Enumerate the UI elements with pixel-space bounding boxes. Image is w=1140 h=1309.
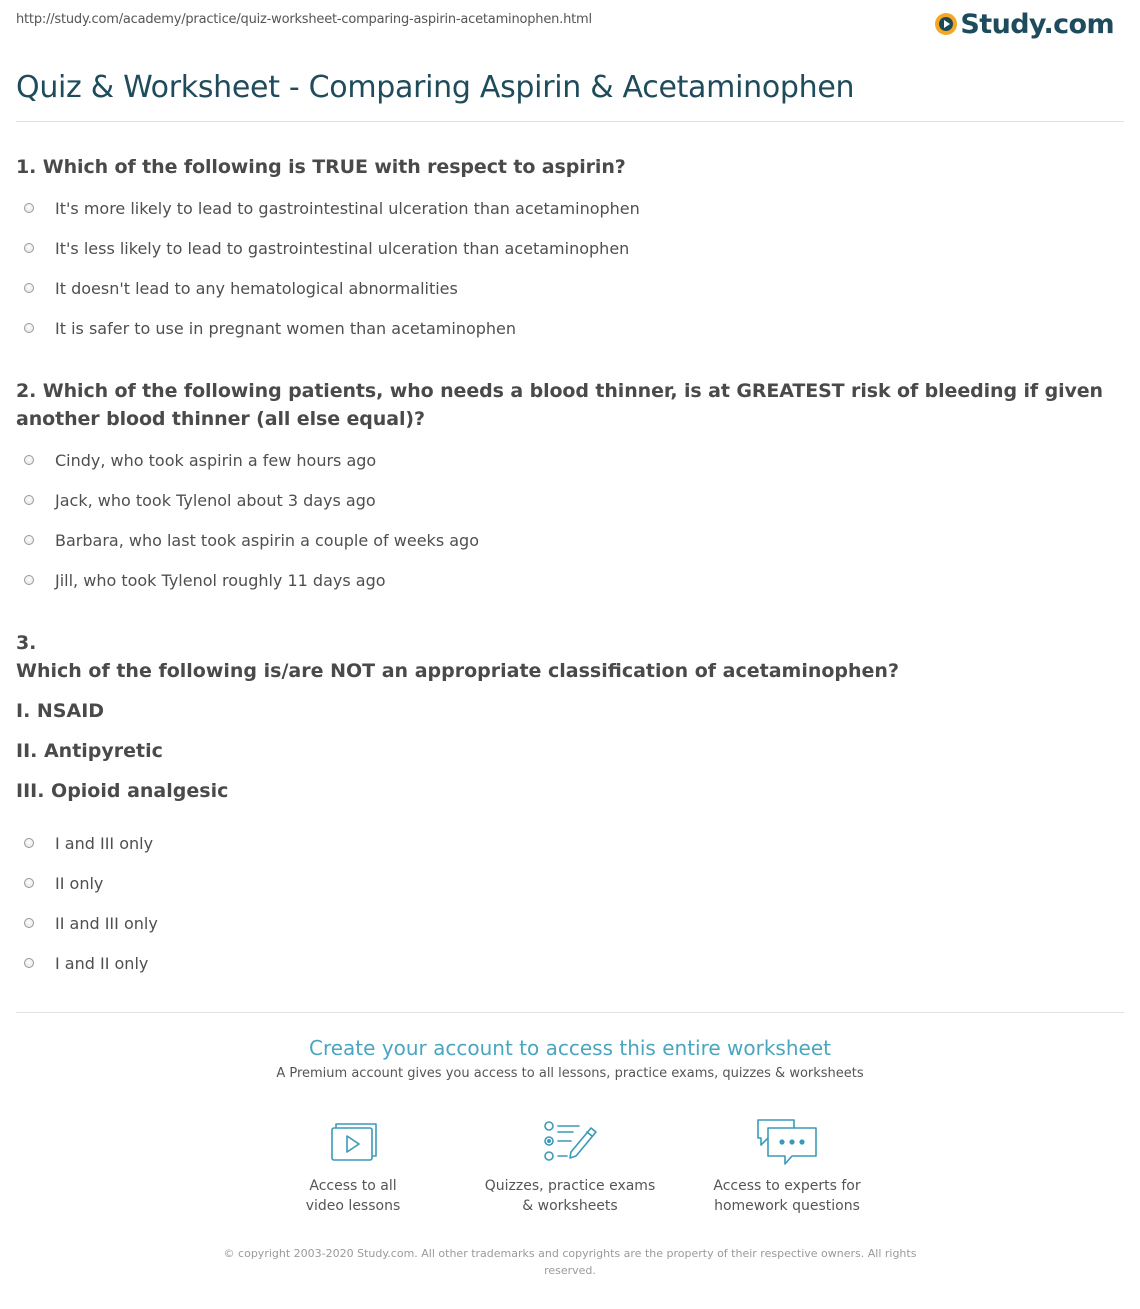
- premium-cta: [0, 1036, 1140, 1081]
- play-logo-icon: [935, 13, 957, 35]
- question-2-answers: [16, 440, 1116, 600]
- radio-button-icon[interactable]: [24, 575, 34, 585]
- question-1-text: 1. Which of the following is TRUE with respect to aspirin?: [16, 156, 626, 178]
- study-logo[interactable]: [935, 6, 1114, 42]
- question-3-statement: III. Opioid analgesic: [16, 780, 229, 802]
- answer-option[interactable]: [16, 943, 1116, 983]
- cta-divider: [16, 1012, 1124, 1013]
- question-3-statement: I. NSAID: [16, 700, 105, 722]
- answer-label: II and III only: [55, 913, 158, 933]
- question-3-number: 3.: [16, 632, 37, 654]
- title-divider: [16, 121, 1124, 122]
- question-3: [16, 629, 1116, 983]
- answer-option[interactable]: [16, 228, 1116, 268]
- answer-option[interactable]: [16, 480, 1116, 520]
- feature-experts: [679, 1116, 896, 1216]
- feature-quizzes: [462, 1116, 679, 1216]
- answer-option[interactable]: [16, 903, 1116, 943]
- question-3-statement: II. Antipyretic: [16, 740, 163, 762]
- question-2: [16, 377, 1116, 600]
- question-1: [16, 153, 1116, 348]
- question-3-answers: [16, 823, 1116, 983]
- radio-button-icon[interactable]: [24, 878, 34, 888]
- radio-button-icon[interactable]: [24, 283, 34, 293]
- radio-button-icon[interactable]: [24, 203, 34, 213]
- feature-label: Access to experts for homework questions: [713, 1178, 861, 1214]
- radio-button-icon[interactable]: [24, 323, 34, 333]
- page-title: Quiz & Worksheet - Comparing Aspirin & Acetaminophen: [16, 70, 855, 105]
- answer-label: II only: [55, 873, 104, 893]
- copyright-footer: © copyright 2003-2020 Study.com. All other trademarks and copyrights are the property of their respective owners. All rights reserved.: [223, 1247, 917, 1277]
- page-url: http://study.com/academy/practice/quiz-worksheet-comparing-aspirin-acetaminophen.html: [16, 12, 592, 27]
- answer-label: Jill, who took Tylenol roughly 11 days ago: [55, 570, 386, 590]
- radio-button-icon[interactable]: [24, 495, 34, 505]
- question-3-text: Which of the following is/are NOT an appropriate classification of acetaminophen?: [16, 660, 899, 682]
- video-lessons-icon: [245, 1116, 462, 1168]
- radio-button-icon[interactable]: [24, 838, 34, 848]
- radio-button-icon[interactable]: [24, 918, 34, 928]
- answer-label: Barbara, who last took aspirin a couple of weeks ago: [55, 530, 479, 550]
- answer-label: It is safer to use in pregnant women than acetaminophen: [55, 318, 517, 338]
- answer-option[interactable]: [16, 863, 1116, 903]
- experts-chat-icon: [679, 1116, 896, 1168]
- answer-option[interactable]: [16, 268, 1116, 308]
- feature-label: Access to all video lessons: [305, 1178, 401, 1214]
- feature-video-lessons: [245, 1116, 462, 1216]
- answer-option[interactable]: [16, 188, 1116, 228]
- answer-label: It's less likely to lead to gastrointestinal ulceration than acetaminophen: [55, 238, 630, 258]
- answer-option[interactable]: [16, 308, 1116, 348]
- answer-option[interactable]: [16, 520, 1116, 560]
- question-2-text: 2. Which of the following patients, who needs a blood thinner, is at GREATEST risk of bleeding if given another blood thinner (all else equal)?: [16, 380, 1103, 430]
- logo-text: Study.com: [960, 8, 1114, 40]
- answer-label: It doesn't lead to any hematological abnormalities: [55, 278, 458, 298]
- radio-button-icon[interactable]: [24, 535, 34, 545]
- radio-button-icon[interactable]: [24, 958, 34, 968]
- answer-label: Cindy, who took aspirin a few hours ago: [55, 450, 377, 470]
- feature-label: Quizzes, practice exams & worksheets: [484, 1178, 656, 1214]
- radio-button-icon[interactable]: [24, 243, 34, 253]
- cta-subtitle: A Premium account gives you access to all lessons, practice exams, quizzes & worksheets: [276, 1066, 864, 1081]
- answer-option[interactable]: [16, 440, 1116, 480]
- answer-label: I and III only: [55, 833, 154, 853]
- quizzes-icon: [462, 1116, 679, 1168]
- premium-features: [0, 1116, 1140, 1216]
- answer-label: It's more likely to lead to gastrointestinal ulceration than acetaminophen: [55, 198, 640, 218]
- answer-option[interactable]: [16, 560, 1116, 600]
- answer-option[interactable]: [16, 823, 1116, 863]
- cta-title-link[interactable]: Create your account to access this entire worksheet: [309, 1036, 831, 1060]
- question-1-answers: [16, 188, 1116, 348]
- answer-label: I and II only: [55, 953, 149, 973]
- answer-label: Jack, who took Tylenol about 3 days ago: [55, 490, 376, 510]
- radio-button-icon[interactable]: [24, 455, 34, 465]
